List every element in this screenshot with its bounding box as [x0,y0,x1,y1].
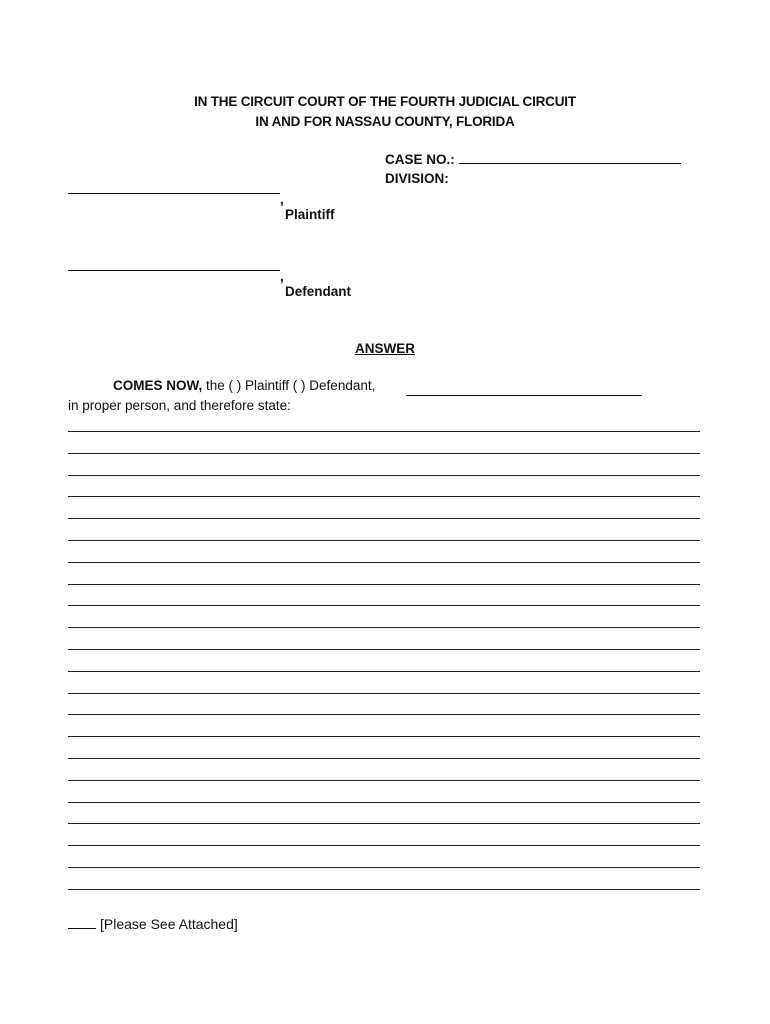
answer-blank-line[interactable] [68,714,700,715]
defendant-name-field[interactable] [68,270,280,271]
answer-blank-line[interactable] [68,540,700,541]
answer-blank-line[interactable] [68,802,700,803]
defendant-comma: , [280,269,284,284]
plaintiff-comma: , [280,192,284,207]
answer-blank-line[interactable] [68,889,700,890]
answer-blank-line[interactable] [68,496,700,497]
answer-title: ANSWER [355,341,415,356]
answer-blank-line[interactable] [68,605,700,606]
case-number-row [385,152,681,167]
party-name-field[interactable] [406,395,642,396]
defendant-label: Defendant [285,284,352,299]
answer-blank-line[interactable] [68,431,700,432]
answer-blank-line[interactable] [68,475,700,476]
answer-blank-line[interactable] [68,758,700,759]
comes-now-line [113,378,375,393]
please-see-attached-row [68,916,238,932]
answer-blank-line[interactable] [68,823,700,824]
answer-blank-line[interactable] [68,671,700,672]
comes-now-label: COMES NOW, [113,378,203,393]
answer-blank-line[interactable] [68,627,700,628]
answer-blank-line[interactable] [68,453,700,454]
plaintiff-label: Plaintiff [285,207,335,222]
plaintiff-name-field[interactable] [68,193,280,194]
court-header-line-2: IN AND FOR NASSAU COUNTY, FLORIDA [255,114,515,129]
attached-checkbox-blank[interactable] [68,916,96,929]
proper-person-line: in proper person, and therefore state: [68,398,291,413]
answer-blank-line[interactable] [68,693,700,694]
answer-blank-line[interactable] [68,845,700,846]
division-row [385,171,449,186]
answer-blank-line[interactable] [68,518,700,519]
answer-blank-line[interactable] [68,584,700,585]
answer-blank-line[interactable] [68,562,700,563]
please-see-attached-label: [Please See Attached] [100,916,238,932]
answer-blank-line[interactable] [68,780,700,781]
party-role-choice[interactable]: the ( ) Plaintiff ( ) Defendant, [202,378,376,393]
answer-blank-line[interactable] [68,736,700,737]
case-number-field[interactable] [459,152,681,164]
case-number-label: CASE NO.: [385,152,455,167]
answer-blank-line[interactable] [68,649,700,650]
division-label: DIVISION: [385,171,449,186]
court-header-line-1: IN THE CIRCUIT COURT OF THE FOURTH JUDICIAL CIRCUIT [194,94,576,109]
answer-blank-line[interactable] [68,867,700,868]
